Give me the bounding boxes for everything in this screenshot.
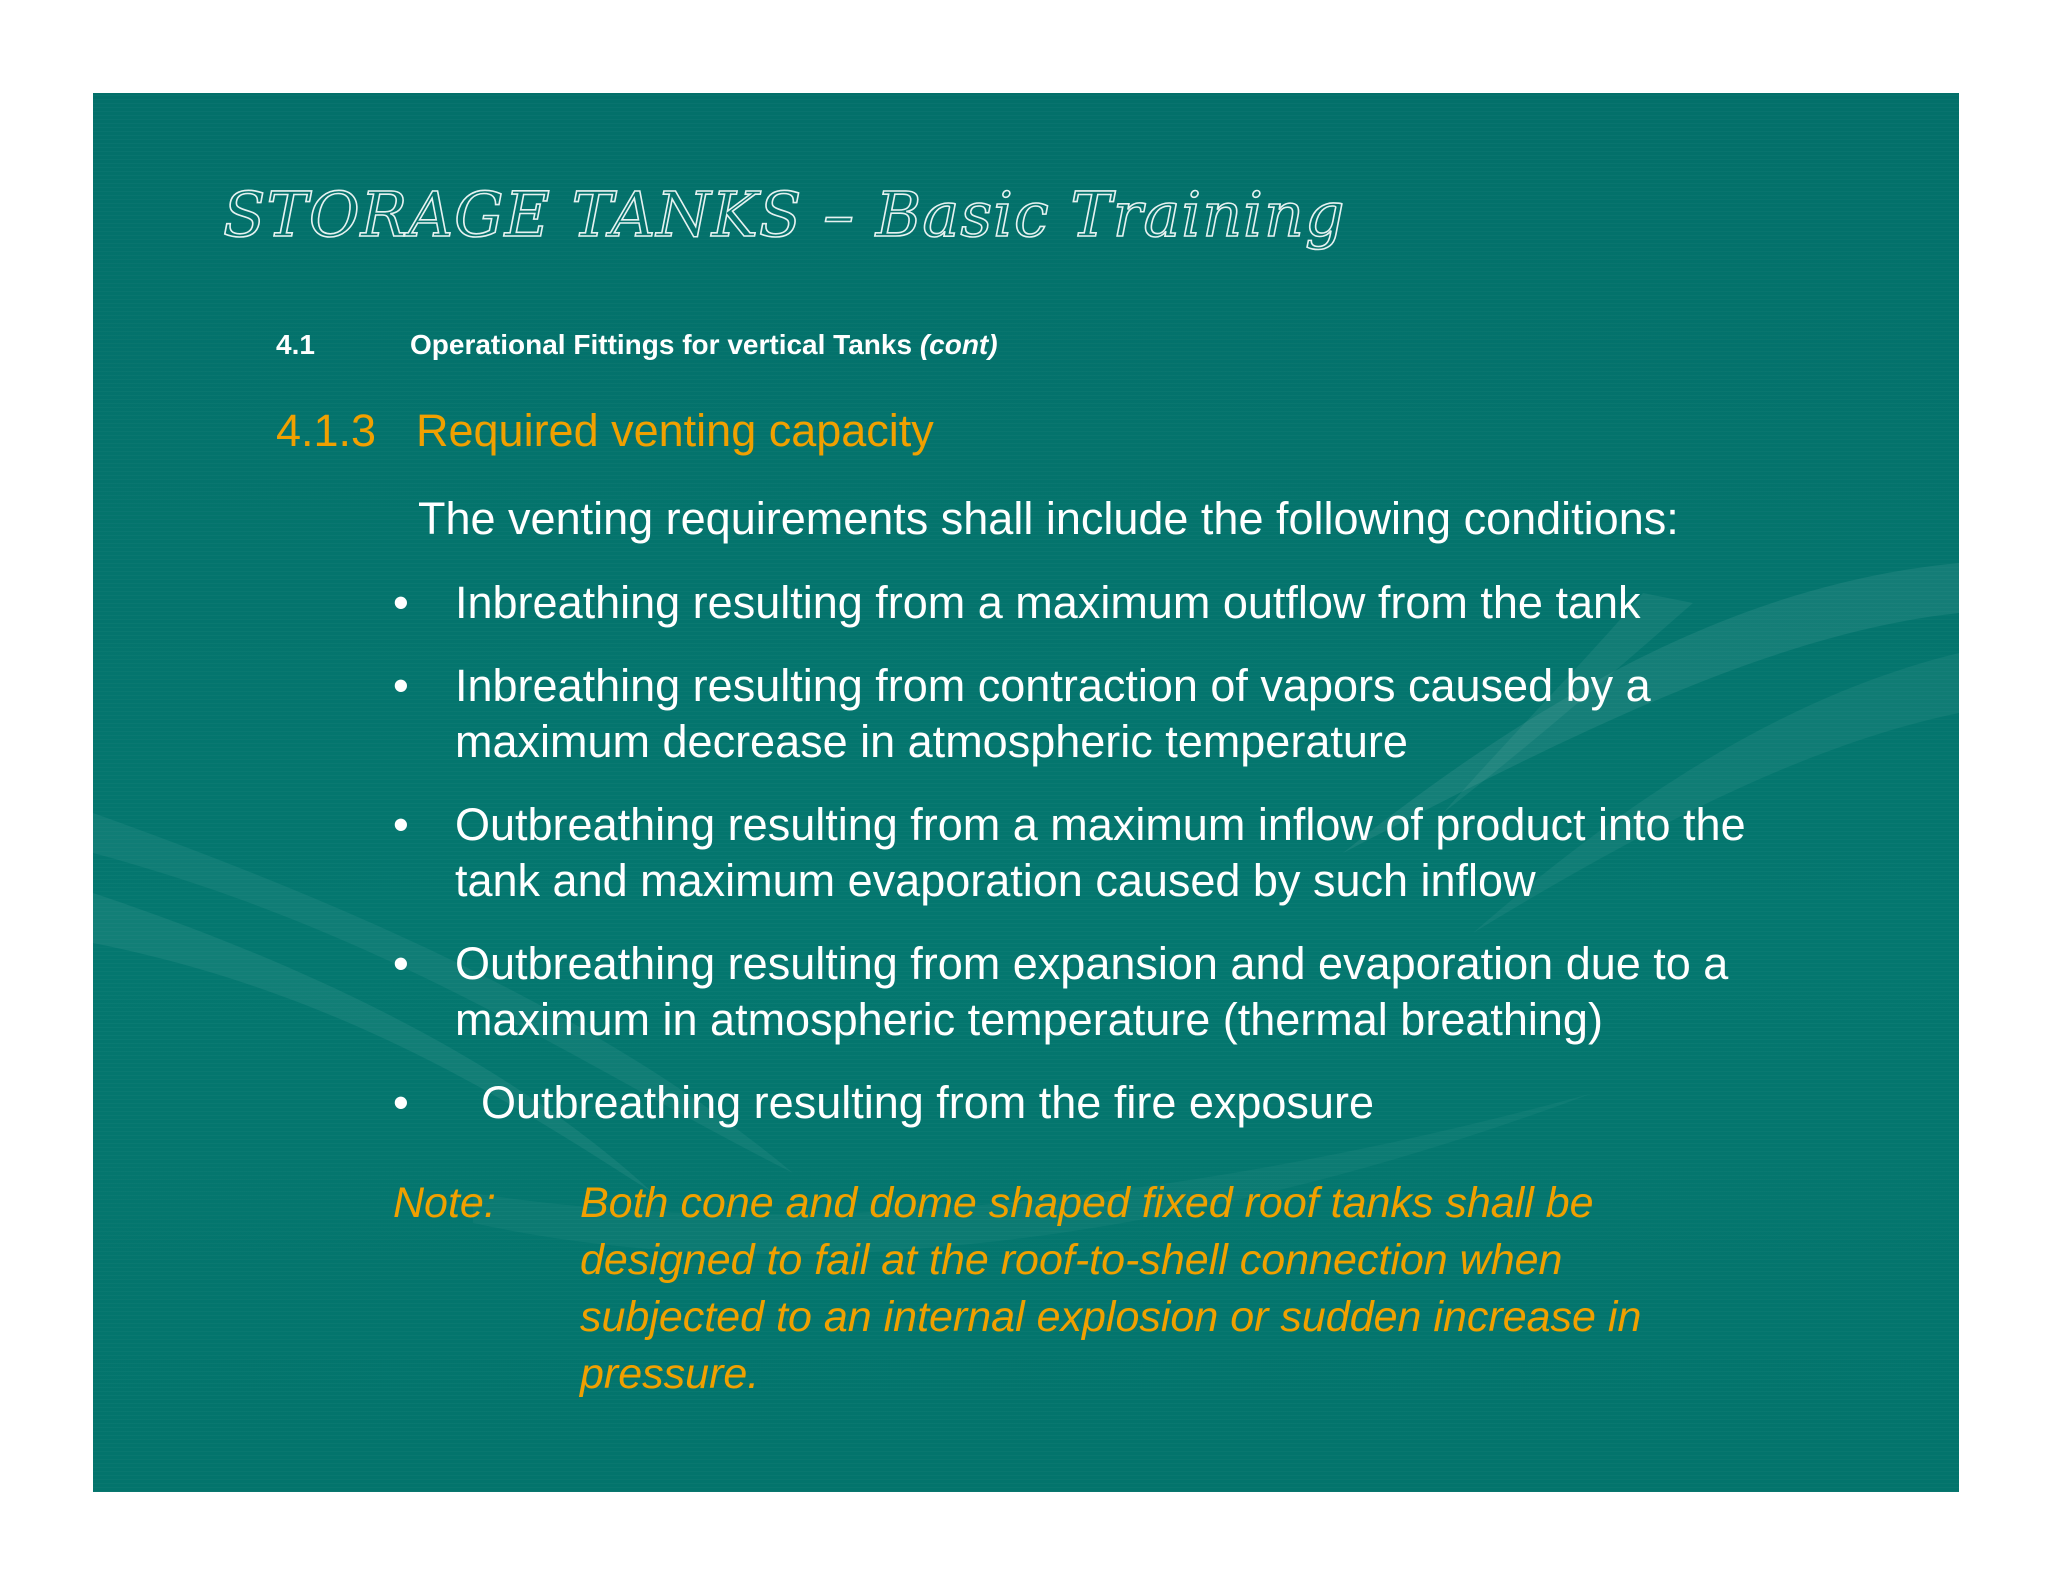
list-item-line: maximum in atmospheric temperature (thermal breathing) — [455, 994, 1603, 1045]
list-item-line: maximum decrease in atmospheric temperature — [455, 716, 1408, 767]
list-item-line: Outbreathing resulting from a maximum inflow of product into the — [455, 799, 1746, 850]
bullet-icon: • — [393, 1077, 409, 1128]
subheading-suffix: (cont) — [919, 329, 998, 360]
list-item-line: Outbreathing resulting from expansion and evaporation due to a — [455, 938, 1729, 989]
slide-title: STORAGE TANKS – Basic Training — [223, 178, 1346, 251]
list-item — [393, 936, 1913, 1048]
list-item-line: Outbreathing resulting from the fire exposure — [481, 1077, 1374, 1128]
note-body — [580, 1175, 1800, 1403]
bullet-icon: • — [393, 938, 409, 989]
section-heading — [276, 405, 934, 457]
bullet-icon: • — [393, 577, 409, 628]
list-item — [393, 1075, 1913, 1131]
list-item-line: Inbreathing resulting from a maximum outflow from the tank — [455, 577, 1641, 628]
note-line: designed to fail at the roof-to-shell connection when — [580, 1236, 1563, 1284]
subheading-number: 4.1 — [276, 329, 315, 360]
list-item — [393, 658, 1913, 770]
list-item-line: tank and maximum evaporation caused by such inflow — [455, 855, 1536, 906]
list-item-line: Inbreathing resulting from contraction of vapors caused by a — [455, 660, 1651, 711]
subheading-text: Operational Fittings for vertical Tanks — [410, 329, 913, 360]
note-line: Both cone and dome shaped fixed roof tanks shall be — [580, 1179, 1594, 1227]
subheading — [276, 329, 998, 361]
section-title: Required venting capacity — [416, 405, 934, 456]
bullet-icon: • — [393, 799, 409, 850]
note-label: Note: — [393, 1179, 496, 1227]
bullet-icon: • — [393, 660, 409, 711]
note-line: pressure. — [580, 1350, 760, 1398]
slide — [93, 93, 1959, 1492]
note-line: subjected to an internal explosion or sudden increase in — [580, 1293, 1642, 1341]
intro-text: The venting requirements shall include the following conditions: — [418, 493, 1679, 544]
section-number: 4.1.3 — [276, 405, 377, 456]
list-item — [393, 575, 1913, 631]
bullet-list — [393, 575, 1913, 1158]
list-item — [393, 797, 1913, 909]
